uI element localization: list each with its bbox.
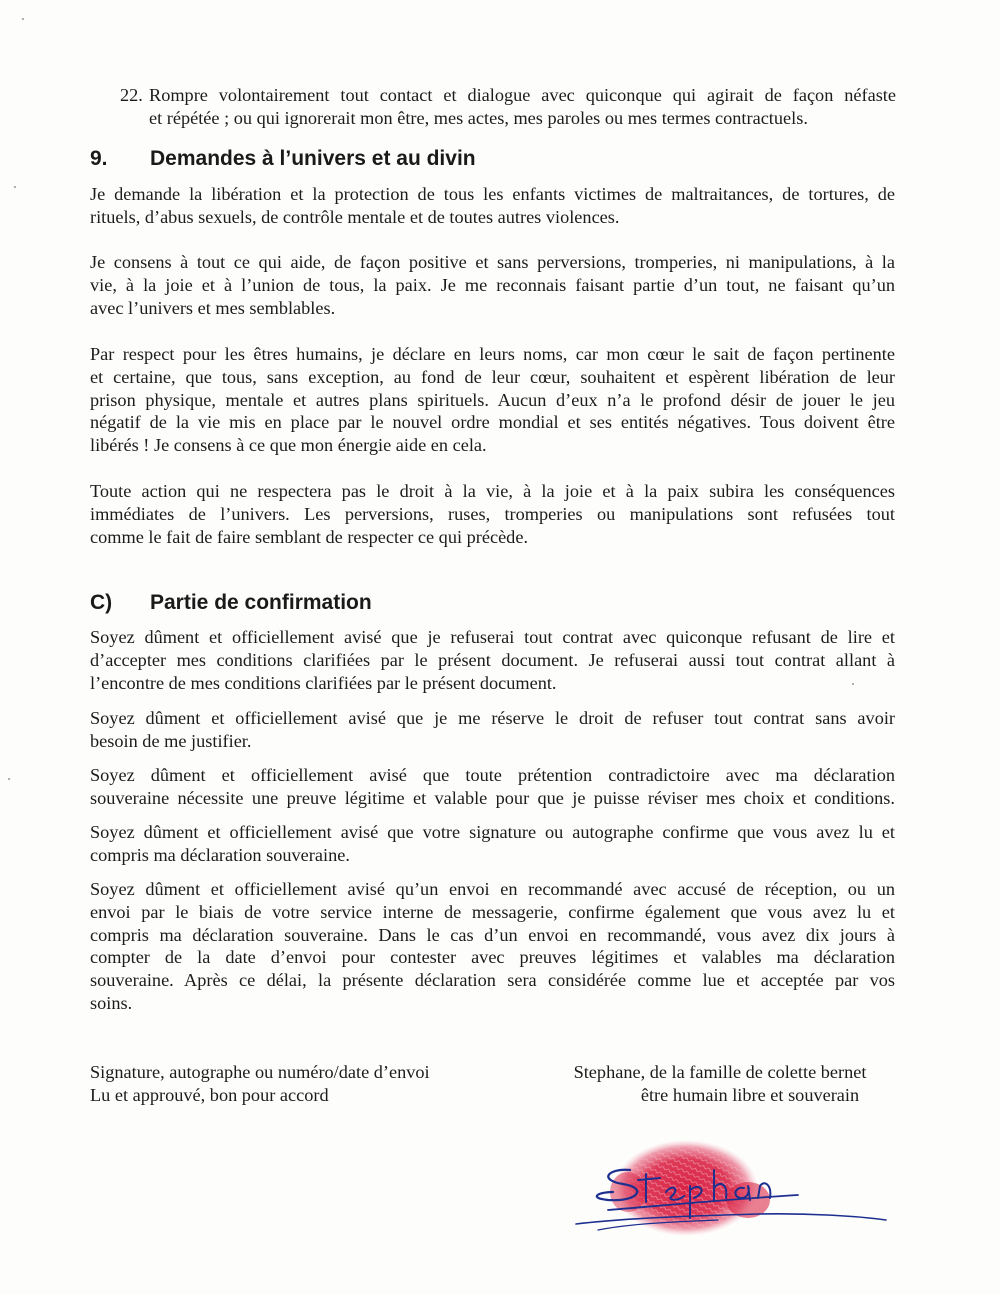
- text-line: Je consens à tout ce qui aide, de façon positive et sans perversions, tromperies, ni manipulations, à la: [90, 252, 895, 272]
- text-line: Soyez dûment et officiellement avisé que toute prétention contradictoire avec ma déclaration: [90, 765, 895, 785]
- text-line: être humain libre et souverain: [640, 1084, 860, 1105]
- text-line: Soyez dûment et officiellement avisé que je me réserve le droit de refuser tout contrat sans avoir: [90, 708, 895, 728]
- scan-speck: [22, 18, 24, 20]
- scan-speck: [14, 186, 16, 188]
- text-line: prison physique, mentale et autres plans spirituels. Aucun d’eux n’a le profond désir de jouer le jeu: [90, 389, 895, 410]
- section-heading-9: [90, 147, 690, 175]
- text-line: Lu et approuvé, bon pour accord: [90, 1084, 329, 1105]
- text-line: négatif de la vie mis en place par le nouvel ordre mondial et ses entités négatives. Tous doivent être: [90, 412, 895, 433]
- text-line: rituels, d’abus sexuels, de contrôle mentale et de toutes autres violences.: [90, 206, 620, 227]
- text-line: comme le fait de faire semblant de respecter ce qui précède.: [90, 526, 529, 547]
- text-line: Signature, autographe ou numéro/date d’envoi: [90, 1062, 430, 1082]
- section-number: 9.: [90, 147, 108, 170]
- list-item-text: [149, 84, 896, 130]
- list-item-number: 22.: [120, 85, 143, 105]
- text-line: Toute action qui ne respectera pas le droit à la vie, à la joie et à la paix subira les conséquences: [90, 481, 895, 501]
- text-line: avec l’univers et mes semblables.: [90, 297, 336, 318]
- text-line: soins.: [90, 992, 133, 1013]
- paragraph: [90, 183, 895, 229]
- section-title: Demandes à l’univers et au divin: [150, 147, 476, 170]
- text-line: Je demande la libération et la protection de tous les enfants victimes de maltraitances, de tortures, de: [90, 184, 895, 204]
- text-line: compter de la date d’envoi pour contester avec preuves légitimes et valables ma déclaration: [90, 947, 895, 968]
- section-number: C): [90, 591, 113, 614]
- paragraph: [90, 878, 895, 1015]
- handwritten-signature: [568, 1140, 898, 1260]
- paragraph: [90, 626, 895, 694]
- text-line: Stephane, de la famille de colette bernet: [573, 1062, 867, 1082]
- paragraph: [90, 343, 895, 457]
- scan-speck: [8, 778, 10, 780]
- text-line: envoi par le biais de votre service interne de messagerie, confirme également que vous avez lu et: [90, 901, 895, 922]
- text-line: compris ma déclaration souveraine.: [90, 844, 350, 865]
- signatory-identity: [520, 1061, 920, 1107]
- text-line: vie, à la joie et à l’union de tous, la paix. Je me reconnais faisant partie d’un tout, ne faisant qu’un: [90, 274, 895, 295]
- text-line: souveraine. Après ce délai, la présente déclaration sera considérée comme lue et acceptée par vos: [90, 970, 895, 991]
- signature-label-left: [90, 1061, 510, 1107]
- list-item-22: [90, 84, 896, 130]
- paragraph: [90, 707, 895, 753]
- paragraph: [90, 764, 895, 810]
- paragraph: [90, 480, 895, 548]
- text-line: d’accepter mes conditions clarifiées par le présent document. Je refuserai aussi tout contrat allant à: [90, 649, 895, 670]
- text-line: et certaine, que tous, sans exception, au fond de leur cœur, souhaitent et espèrent libération de leur: [90, 366, 895, 387]
- text-line: besoin de me justifier.: [90, 730, 252, 751]
- text-line: Rompre volontairement tout contact et dialogue avec quiconque qui agirait de façon néfaste: [149, 85, 896, 105]
- text-line: souveraine nécessite une preuve légitime et valable pour que je puisse réviser mes choix et conditions.: [90, 787, 895, 808]
- text-line: immédiates de l’univers. Les perversions, ruses, tromperies ou manipulations sont refusées tout: [90, 503, 895, 524]
- paragraph: [90, 821, 895, 867]
- text-line: compris ma déclaration souveraine. Dans le cas d’un envoi en recommandé, vous avez dix jours à: [90, 924, 895, 945]
- text-line: libérés ! Je consens à ce que mon énergie aide en cela.: [90, 435, 487, 456]
- paragraph: [90, 251, 895, 319]
- text-line: et répétée ; ou qui ignorerait mon être, mes actes, mes paroles ou mes termes contractuels.: [149, 107, 808, 128]
- section-heading-c: [90, 591, 690, 619]
- scan-speck: [852, 683, 854, 685]
- text-line: Soyez dûment et officiellement avisé qu’un envoi en recommandé avec accusé de réception, ou un: [90, 879, 895, 899]
- section-title: Partie de confirmation: [150, 591, 372, 614]
- text-line: l’encontre de mes conditions clarifiées par le présent document.: [90, 672, 557, 693]
- text-line: Soyez dûment et officiellement avisé que je refuserai tout contrat avec quiconque refusant de lire et: [90, 627, 895, 647]
- text-line: Soyez dûment et officiellement avisé que votre signature ou autographe confirme que vous avez lu et: [90, 822, 895, 842]
- text-line: Par respect pour les êtres humains, je déclare en leurs noms, car mon cœur le sait de façon pertinente: [90, 344, 895, 364]
